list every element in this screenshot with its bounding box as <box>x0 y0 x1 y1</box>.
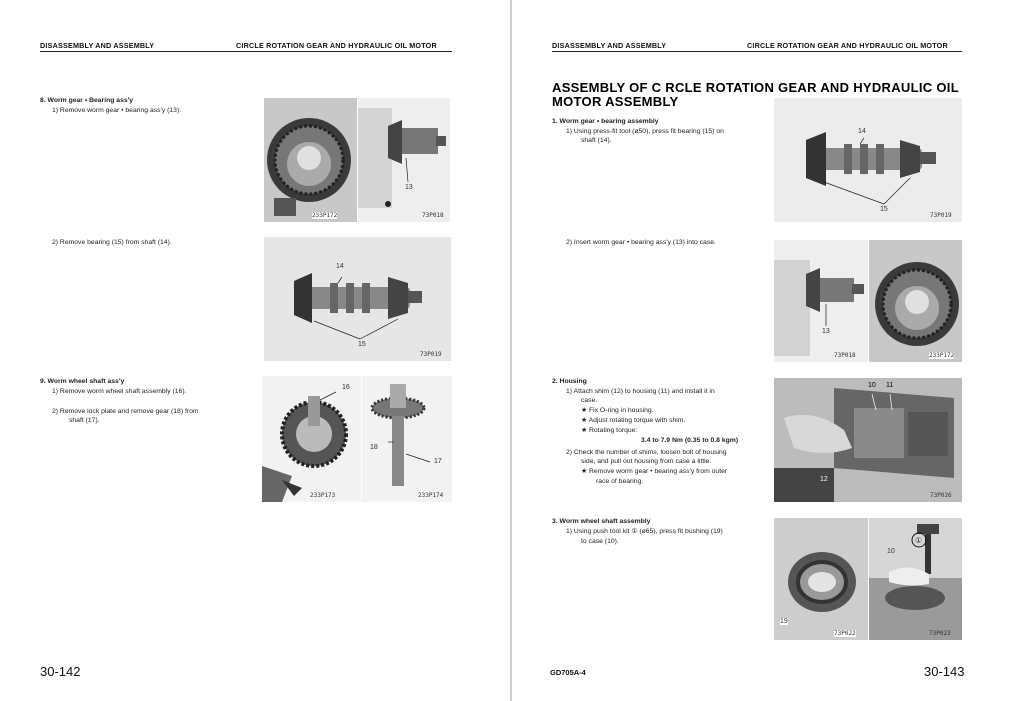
section-3-step-1-cont: to case (10). <box>581 538 619 545</box>
callout-tool-1: ① <box>915 536 923 545</box>
callout-15: 15 <box>358 341 366 348</box>
photo-shaft-bearing <box>264 237 451 361</box>
section-2-note-1: ★ Fix O-ring in housing. <box>581 407 654 414</box>
section-2-title: 2. Housing <box>552 378 587 385</box>
callout-11: 11 <box>886 382 894 389</box>
photo-gear-on-shaft <box>362 376 452 502</box>
callout-13: 13 <box>822 328 830 335</box>
section-8-title: 8. Worm gear • Bearing ass'y <box>40 97 134 104</box>
callout-10: 10 <box>868 382 876 389</box>
section-2-step-2: 2) Check the number of shims, loosen bolt of housing <box>566 449 727 456</box>
photo-code: 73P023 <box>929 630 951 637</box>
photo-shaft-in-case <box>358 98 450 222</box>
photo-gear-housing <box>869 240 962 362</box>
callout-15: 15 <box>880 206 888 213</box>
section-9-step-1: 1) Remove worm wheel shaft assembly (16). <box>52 388 187 395</box>
photo-housing-install <box>774 378 962 502</box>
header-rule <box>40 51 452 52</box>
page-number-left: 30-142 <box>40 664 81 679</box>
page-title-line-1: ASSEMBLY OF C RCLE ROTATION GEAR AND HYDRAULIC OIL <box>552 80 959 95</box>
photo-code: 73P026 <box>930 492 952 499</box>
section-1-title: 1. Worm gear • bearing assembly <box>552 118 659 125</box>
photo-code: 73P018 <box>834 352 856 359</box>
photo-push-tool <box>869 518 962 640</box>
section-2-step-1: 1) Attach shim (12) to housing (11) and install it in <box>566 388 715 395</box>
callout-13: 13 <box>405 184 413 191</box>
photo-bushing <box>774 518 868 640</box>
photo-code: 73P018 <box>422 212 444 219</box>
callout-14: 14 <box>858 128 866 135</box>
section-9-step-2: 2) Remove lock plate and remove gear (18) from <box>52 408 199 415</box>
callout-10: 10 <box>887 548 895 555</box>
page-title-line-2: MOTOR ASSEMBLY <box>552 94 679 109</box>
photo-press-fit-bearing <box>774 98 962 222</box>
left-page <box>0 0 510 701</box>
section-8-step-1: 1) Remove worm gear • bearing ass'y (13). <box>52 107 182 114</box>
machine-model: GD705A-4 <box>550 668 586 677</box>
section-2-note-2: ★ Adjust rotating torque with shim. <box>581 417 686 424</box>
photo-code: 73P022 <box>834 630 856 637</box>
header-rule <box>552 51 962 52</box>
section-2-step-2-cont: side, and pull out housing from case a little. <box>581 458 712 465</box>
section-1-step-1: 1) Using press-fit tool (ø50), press fit bearing (15) on <box>566 128 724 135</box>
section-2-note-4-cont: race of bearing. <box>596 478 644 485</box>
callout-12: 12 <box>820 476 828 483</box>
callout-16: 16 <box>342 384 350 391</box>
section-1-step-2: 2) Insert worm gear • bearing ass'y (13) into case. <box>566 239 716 246</box>
photo-code: 233P172 <box>929 352 955 359</box>
photo-code: 233P173 <box>310 492 336 499</box>
section-9-step-2-cont: shaft (17). <box>69 417 100 424</box>
photo-gear-housing <box>264 98 357 222</box>
header-topic-right: CIRCLE ROTATION GEAR AND HYDRAULIC OIL MOTOR <box>747 41 948 50</box>
right-page <box>512 0 1024 701</box>
section-2-note-3: ★ Rotating torque: <box>581 427 638 434</box>
callout-14: 14 <box>336 263 344 270</box>
page-number-right: 30-143 <box>924 664 965 679</box>
section-2-step-1-cont: case. <box>581 397 598 404</box>
photo-wheel-shaft-removal <box>262 376 361 502</box>
section-3-title: 3. Worm wheel shaft assembly <box>552 518 651 525</box>
photo-code: 233P172 <box>312 212 338 219</box>
header-section-left: DISASSEMBLY AND ASSEMBLY <box>40 41 155 50</box>
section-8-step-2: 2) Remove bearing (15) from shaft (14). <box>52 239 172 246</box>
photo-code: 233P174 <box>418 492 444 499</box>
section-2-note-4: ★ Remove worm gear • bearing ass'y from outer <box>581 468 728 475</box>
callout-17: 17 <box>434 458 442 465</box>
rotating-torque-value: 3.4 to 7.9 Nm (0.35 to 0.8 kgm) <box>641 437 739 444</box>
section-1-step-1-cont: shaft (14). <box>581 137 612 144</box>
photo-code: 73P019 <box>930 212 952 219</box>
section-9-title: 9. Worm wheel shaft ass'y <box>40 378 125 385</box>
callout-19: 19 <box>780 618 788 625</box>
header-section-right: DISASSEMBLY AND ASSEMBLY <box>552 41 667 50</box>
photo-insert-into-case <box>774 240 868 362</box>
section-3-step-1: 1) Using push tool kit ① (ø65), press fit bushing (19) <box>566 528 723 535</box>
photo-code: 73P019 <box>420 351 442 358</box>
header-topic-left: CIRCLE ROTATION GEAR AND HYDRAULIC OIL MOTOR <box>236 41 437 50</box>
callout-18: 18 <box>370 444 378 451</box>
